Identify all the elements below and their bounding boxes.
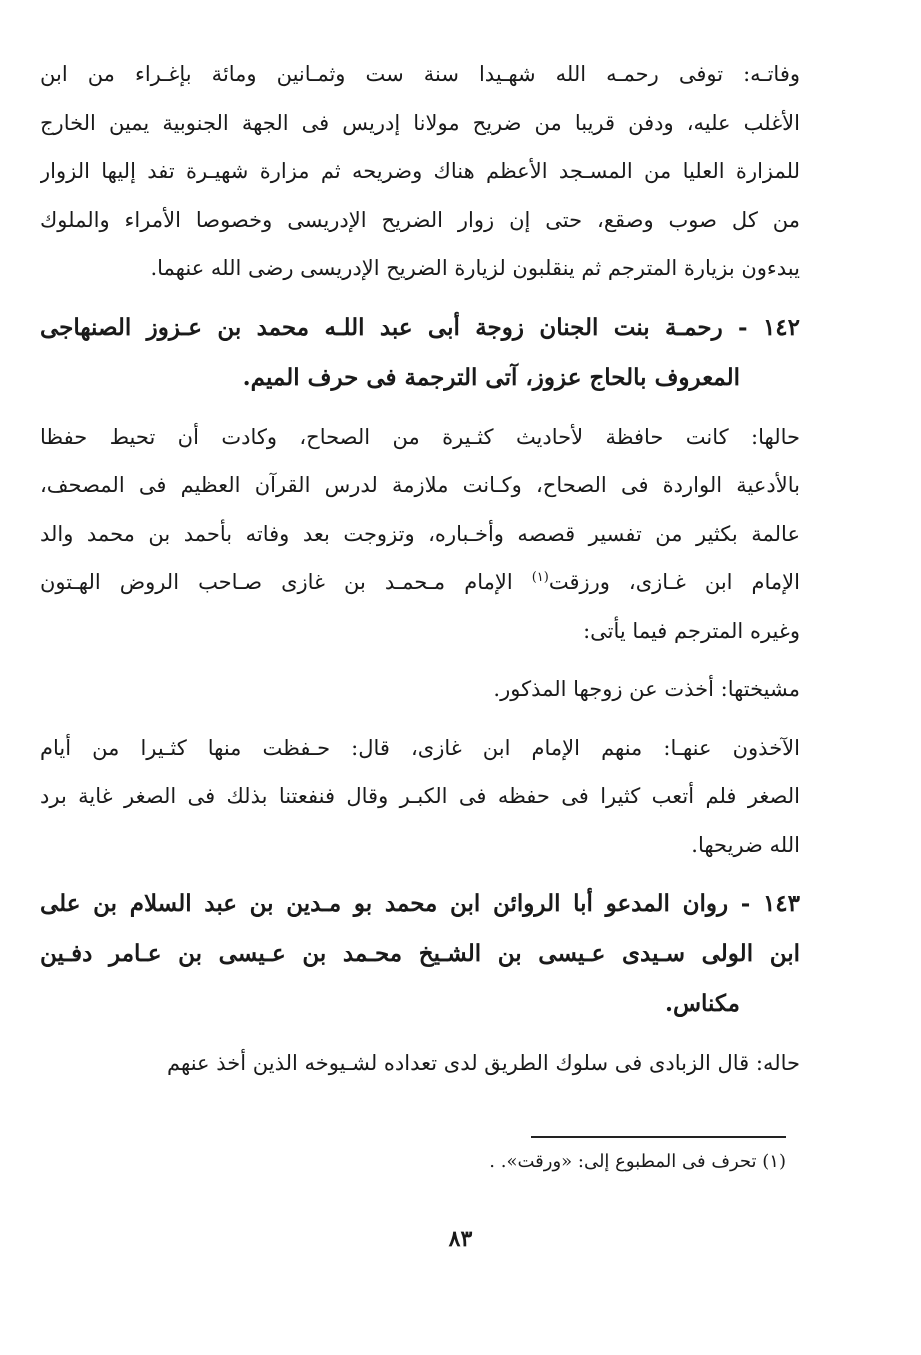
paragraph-status [40, 413, 800, 656]
footnote-divider [531, 1136, 786, 1138]
text-line: الآخذون عنهـا: منهم الإمام ابن غازى، قال: حـفظت منها كثـيرا من أيام [40, 735, 800, 760]
entry-heading-143 [40, 879, 800, 1029]
text-line: عالمة بكثير من تفسير قصصه وأخـباره، وتزوجت بعد وفاته بأحمد بن محمد والد [40, 521, 800, 546]
footnote: (١) تحرف فى المطبوع إلى: «ورقت». . [489, 1151, 786, 1172]
text-line: حالها: كانت حافظة لأحاديث كثـيرة من الصحاح، وكادت أن تحيط حفظا [40, 424, 800, 449]
text-line-with-note [40, 558, 800, 607]
text-line: يبدءون بزيارة المترجم ثم ينقلبون لزيارة الضريح الإدريسى رضى الله عنهما. [150, 256, 800, 280]
heading-line: المعروف بالحاج عزوز، آتى الترجمة فى حرف الميم. [242, 363, 740, 391]
text-line: الله ضريحها. [691, 832, 800, 857]
heading-line: ١٤٣ - روان المدعو أبا الروائن ابن محمد بو مـدين بن عبد السلام بن على [40, 890, 800, 917]
heading-line: مكناس. [664, 990, 740, 1017]
text-line: مشيختها: أخذت عن زوجها المذكور. [493, 677, 800, 701]
text-line: وغيره المترجم فيما يأتى: [583, 618, 800, 643]
text-line: من كل صوب وصقع، حتى إن زوار الضريح الإدريسى وخصوصا الأمراء والملوك [40, 207, 800, 232]
text-segment: الإمام ابن غـازى، ورزقت [548, 570, 800, 594]
page-body [40, 50, 800, 1098]
text-line: الأغلب عليه، ودفن قريبا من ضريح مولانا إدريس فى الجهة الجنوبية يمين الخارج [40, 110, 800, 135]
text-line: وفاتـه: توفى رحمـه الله شهـيدا سنة ست وثمـانين ومائة بإغـراء من ابن [40, 62, 800, 86]
heading-line: ١٤٢ - رحمـة بنت الجنان زوجة أبى عبد اللـه محمد بن عـزوز الصنهاجى [40, 313, 800, 341]
heading-line: ابن الولى سـيدى عـيسى بن الشـيخ محـمد بن عـيسى بن عـامر دفـين [40, 940, 800, 967]
entry-heading-142 [40, 303, 800, 403]
paragraph-students [40, 724, 800, 870]
text-line: بالأدعية الواردة فى الصحاح، وكـانت ملازمة لدرس القرآن العظيم فى المصحف، [40, 473, 800, 497]
paragraph-death [40, 50, 800, 293]
text-line: الصغر فلم أتعب كثيرا فى حفظه فى الكبـر وقال فنفعتنا بذلك فى الصغر غاية برد [40, 784, 800, 808]
text-line: للمزارة العليا من المسـجد الأعظم هناك وضريحه ثم مزارة شهيـرة تفد إليها الزوار [40, 159, 800, 183]
text-line: حاله: قال الزبادى فى سلوك الطريق لدى تعداده لشـيوخه الذين أخذ عنهم [167, 1051, 800, 1075]
text-segment: الإمام مـحمـد بن غازى صـاحب الروض الهـتون [40, 570, 532, 594]
paragraph-teachers [40, 665, 800, 714]
paragraph-condition [40, 1039, 800, 1088]
page-number: ٨٣ [448, 1226, 473, 1252]
footnote-marker: (١) [531, 570, 549, 585]
